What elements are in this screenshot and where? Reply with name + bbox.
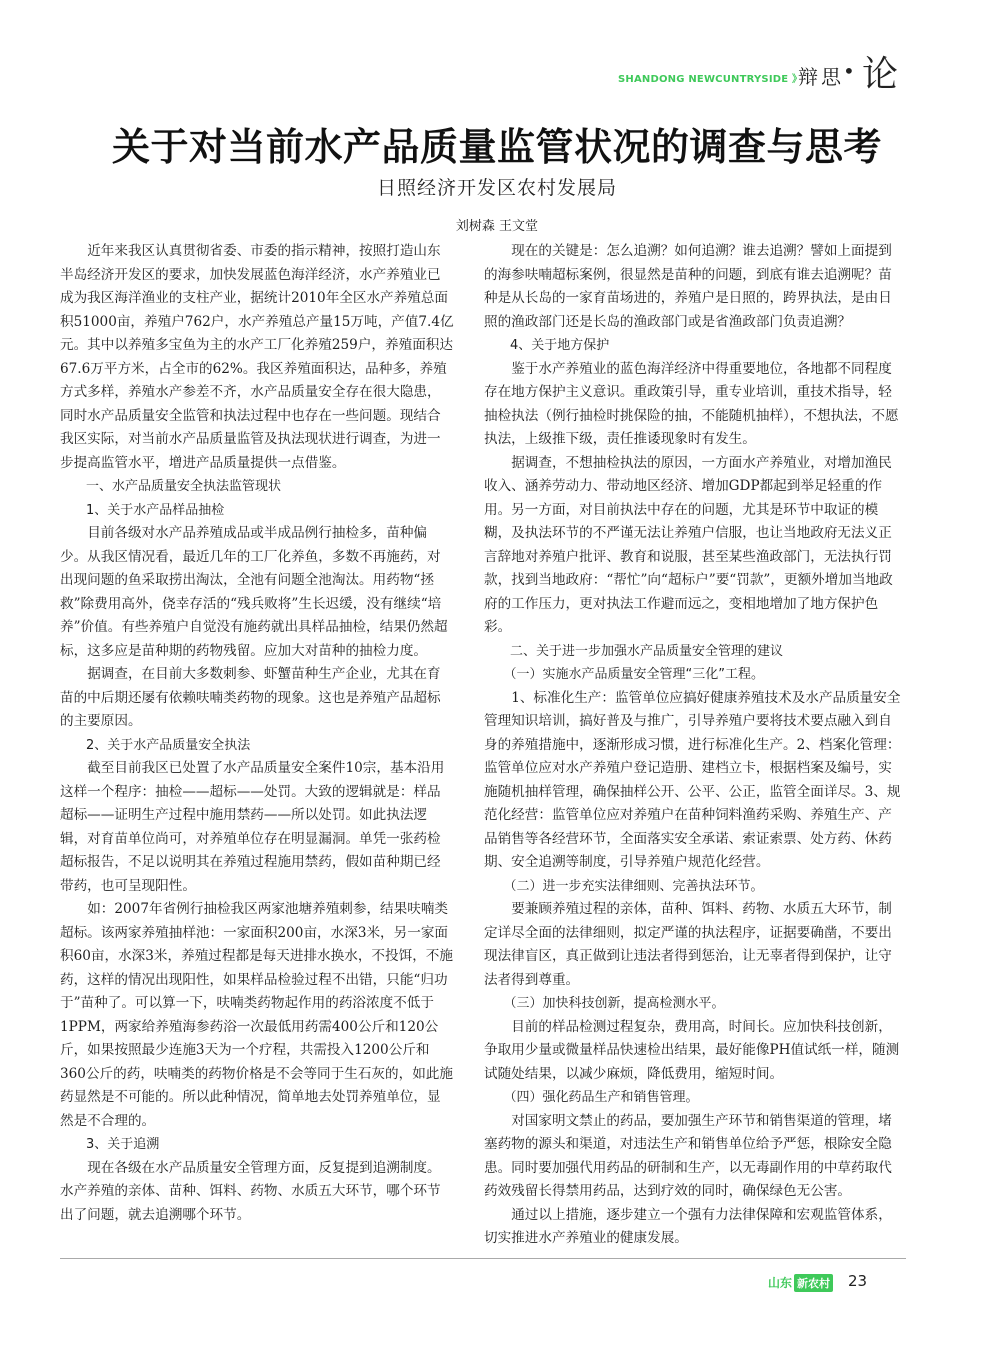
section-heading: （二）进一步充实法律细则、完善执法环节。 [503, 878, 764, 894]
article-organization: 日照经济开发区农村发展局 [376, 177, 617, 199]
paragraph: 1、标准化生产：监管单位应搞好健康养殖技术及水产品质量安全管理知识培训，搞好普及与推广，引导养殖户要将技术要点融入到自身的养殖措施中，逐渐形成习惯，进行标准化生产。2、档案化管理：监管单位应对水产养殖户登记造册、建档立卡，根据档案及编号，实施随机抽样管理，确保抽样公开、公平、公正，监管全面详尽。3、规范化经营：监管单位应对养殖户在苗种饲料渔药采购、养殖生产、产品销售等各经营环节，全面落实安全承诺、索证索票、处方药、休药期、安全追溯等制度，引导养殖户规范化经营。 [484, 689, 901, 870]
paragraph: 现在的关键是：怎么追溯？如何追溯？谁去追溯？譬如上面提到的海参呋喃超标案例，很显然是苗种的问题，到底有谁去追溯呢？苗种是从长岛的一家育苗场进的，养殖户是日照的，跨界执法，是由日照的渔政部门还是长岛的渔政部门或是省渔政部门负责追溯？ [484, 243, 892, 330]
article-title: 关于对当前水产品质量监管状况的调查与思考 [111, 125, 882, 169]
section-heading: 一、水产品质量安全执法监管现状 [86, 479, 282, 494]
section-heading: （三）加快科技创新，提高检测水平。 [503, 996, 725, 1011]
section-separator: • [843, 59, 855, 83]
paragraph: 截至目前我区已处置了水产品质量安全案件10宗，基本沿用这样一个程序：抽检——超标——处罚。大致的逻辑就是：样品超标——证明生产过程中施用禁药——所以处罚。如此执法逻辑，对育苗单位尚可，对养殖单位存在明显漏洞。单凭一张药检超标报告，不足以说明其在养殖过程施用禁药，假如苗种期已经带药，也可呈现阳性。 [60, 760, 445, 894]
section-heading: （四）强化药品生产和销售管理。 [503, 1090, 699, 1105]
section-heading: （一）实施水产品质量安全管理“三化”工程。 [503, 667, 764, 682]
section-label: 辩思 [798, 65, 844, 89]
paragraph: 现在各级在水产品质量安全管理方面，反复提到追溯制度。水产养殖的亲体、苗种、饵料、药物、水质五大环节，哪个环节出了问题，就去追溯哪个环节。 [60, 1159, 441, 1223]
left-column [60, 240, 454, 1227]
section-heading: 4、关于地方保护 [510, 338, 610, 353]
paragraph: 通过以上措施，逐步建立一个强有力法律保障和宏观监管体系，切实推进水产养殖业的健康发展。 [484, 1206, 892, 1246]
paragraph: 近年来我区认真贯彻省委、市委的指示精神，按照打造山东半岛经济开发区的要求，加快发展蓝色海洋经济，水产养殖业已成为我区海洋渔业的支柱产业，据统计2010年全区水产养殖总面积51000亩，养殖户762户，水产养殖总产量15万吨，产值7.4亿元。其中以养殖多宝鱼为主的水产工厂化养殖259户，养殖面积达67.6万平方米，占全市的62%。我区养殖面积达，品种多，养殖方式多样，养殖水产参差不齐，水产品质量安全存在很大隐患，同时水产品质量安全监管和执法过程中也存在一些问题。现结合我区实际，对当前水产品质量监管及执法现状进行调查，为进一步提高监管水平，增进产品质量提供一点借鉴。 [60, 243, 454, 471]
paragraph: 目前各级对水产品养殖成品或半成品例行抽检多，苗种偏少。从我区情况看，最近几年的工厂化养鱼，多数不再施药，对出现问题的鱼采取捞出淘汰，全池有问题全池淘汰。用药物“拯救”除费用高外，侥幸存活的“残兵败将”生长迟缓，没有继续“培养”价值。有些养殖户自觉没有施药就出具样品抽检，结果仍然超标，这多应是苗种期的药物残留。应加大对苗种的抽检力度。 [60, 525, 448, 659]
footer-divider [60, 1258, 906, 1259]
paragraph: 目前的样品检测过程复杂，费用高，时间长。应加快科技创新，争取用少量或微量样品快速检出结果，最好能像PH值试纸一样，随测试随处结果，以减少麻烦，降低费用，缩短时间。 [484, 1018, 900, 1082]
paragraph: 对国家明文禁止的药品，要加强生产环节和销售渠道的管理，堵塞药物的源头和渠道，对违法生产和销售单位给予严惩，根除安全隐患。同时要加强代用药品的研制和生产，以无毒副作用的中草药取代药效残留长得禁用药品，达到疗效的同时，确保绿色无公害。 [484, 1112, 892, 1199]
section-heading: 1、关于水产品样品抽检 [86, 502, 225, 518]
right-column [484, 240, 902, 1251]
page-header [0, 44, 994, 94]
article-authors: 刘树森 王文堂 [455, 219, 539, 234]
logo-text-b: 新农村 [794, 1274, 833, 1292]
paragraph: 鉴于水产养殖业的蓝色海洋经济中得重要地位，各地都不同程度存在地方保护主义意识。重政策引导，重专业培训，重技术指导，轻抽检执法（例行抽检时挑保险的抽，不能随机抽样），不想执法，不愿执法，上级推下级，责任推诿现象时有发生。 [484, 360, 899, 447]
section-label-large: 论 [862, 54, 899, 95]
magazine-name-english: SHANDONG NEWCUNTRYSIDE 》 [618, 74, 803, 85]
magazine-logo [768, 1273, 833, 1292]
logo-text-a: 山东 [768, 1276, 793, 1290]
page-number: 23 [848, 1272, 868, 1290]
paragraph: 如：2007年省例行抽检我区两家池塘养殖刺参，结果呋喃类超标。该两家养殖抽样池：一家面积200亩，水深3米，另一家面积60亩，水深3米，养殖过程都是每天进排水换水，不投饵，不施药，这样的情况出现阳性，如果样品检验过程不出错，只能“归功于”苗种了。可以算一下，呋喃类药物起作用的药浴浓度不低于1PPM，两家给养殖海参药浴一次最低用药需400公斤和120公斤，如果按照最少连施3天为一个疗程，共需投入1200公斤和360公斤的药，呋喃类的药物价格是不会等同于生石灰的，如此施药显然是不可能的。所以此种情况，简单地去处罚养殖单位，显然是不合理的。 [60, 901, 453, 1129]
paragraph: 要兼顾养殖过程的亲体，苗种、饵料、药物、水质五大环节，制定详尽全面的法律细则，拟定严谨的执法程序，证据要确凿，不要出现法律盲区，真正做到让违法者得到惩治，让无辜者得到保护，让守法者得到尊重。 [484, 901, 892, 988]
paragraph: 据调查，在目前大多数刺参、虾蟹苗种生产企业，尤其在育苗的中后期还屡有依赖呋喃类药物的现象。这也是养殖产品超标的主要原因。 [60, 666, 441, 729]
section-heading: 二、关于进一步加强水产品质量安全管理的建议 [510, 643, 784, 659]
section-heading: 2、关于水产品质量安全执法 [86, 737, 251, 753]
section-heading: 3、关于追溯 [86, 1137, 160, 1152]
paragraph: 据调查，不想抽检执法的原因，一方面水产养殖业，对增加渔民收入、涵养劳动力、带动地区经济、增加GDP都起到举足轻重的作用。另一方面，对目前执法中存在的问题，尤其是环节中取证的模糊，及执法环节的不严谨无法让养殖户信服，也让当地政府无法义正言辞地对养殖户批评、教育和说服，甚至某些渔政部门，无法执行罚款，找到当地政府：“帮忙”向“超标户”要“罚款”，更额外增加当地政府的工作压力，更对执法工作避而远之，变相地增加了地方保护色彩。 [484, 454, 893, 635]
